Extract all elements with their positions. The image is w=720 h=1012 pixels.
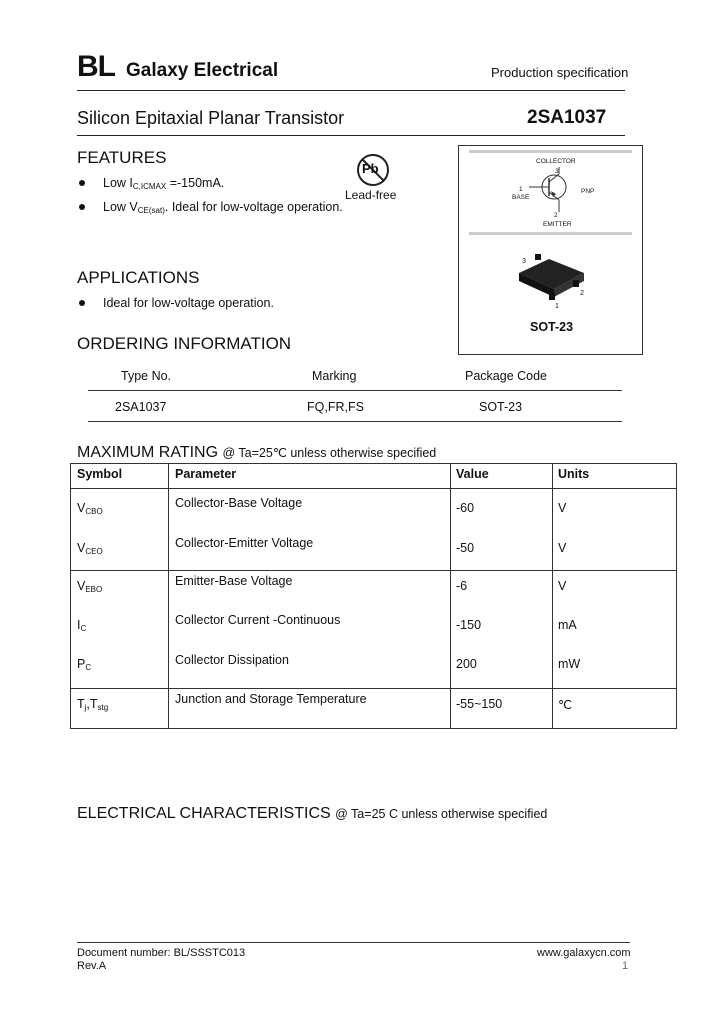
sot-pin-3: 3 [522, 258, 526, 265]
table-row-value: -6 [456, 579, 468, 593]
feature-item-2: Low $V_{CE(sat)}$. Ideal for low-voltage operation. [103, 200, 343, 215]
package-name: SOT-23 [530, 320, 574, 334]
table-row-parameter: Junction and Storage Temperature [175, 692, 367, 706]
feature-item-1: Low $I_{C,ICMAX} =-150mA$. [103, 176, 225, 191]
pin-collector-number: 3 [555, 168, 559, 175]
ordering-marking-value: FQ,FR,FS [307, 400, 364, 414]
applications-heading: APPLICATIONS [77, 268, 200, 287]
revision: Rev.A [77, 960, 107, 972]
table-row-parameter: Collector Dissipation [175, 653, 289, 667]
table-row-unit: V [558, 579, 567, 593]
pin-base-number: 1 [519, 186, 523, 193]
table-col-divider [168, 463, 169, 729]
table-row-symbol: $V_{CEO}$ [77, 541, 103, 556]
box-mid-rule [469, 232, 632, 235]
table-top-border [70, 463, 677, 464]
features-heading: FEATURES [77, 148, 167, 167]
table-row-unit: V [558, 541, 567, 555]
ordering-header-rule [88, 390, 622, 391]
base-label: BASE [512, 194, 530, 201]
table-row-symbol: $V_{CBO}$ [77, 501, 103, 516]
bullet-icon [79, 204, 85, 210]
table-row-symbol: $T_j,T_{stg}$ [77, 697, 109, 712]
pin-emitter-number: 2 [554, 212, 558, 219]
ordering-header-type: Type No. [121, 369, 172, 383]
table-row-unit: mW [558, 657, 581, 671]
table-row-unit: ℃ [558, 698, 573, 712]
table-row-symbol: $P_C$ [77, 657, 92, 672]
header-divider [77, 90, 625, 91]
table-bottom-border [70, 728, 677, 729]
brand-name: Galaxy Electrical [126, 60, 279, 81]
table-row-symbol: $V_{EBO}$ [77, 579, 103, 594]
emitter-label: EMITTER [543, 221, 572, 228]
table-row-value: 200 [456, 657, 477, 671]
table-row-value: -150 [456, 618, 482, 632]
col-header-value: Value [456, 467, 489, 481]
electrical-heading: ELECTRICAL CHARACTERISTICS @ Ta=25 C unless otherwise specified [77, 805, 548, 822]
table-row-symbol: $I_C$ [77, 618, 87, 633]
ordering-bottom-rule [88, 421, 622, 422]
part-number: 2SA1037 [527, 107, 607, 128]
title-divider [77, 135, 625, 136]
ordering-heading: ORDERING INFORMATION [77, 334, 292, 353]
lead-free-symbol: Pb [362, 161, 379, 176]
ordering-type-value: 2SA1037 [115, 400, 167, 414]
sot-pin-1: 1 [555, 303, 559, 310]
table-group-rule [70, 570, 677, 571]
ordering-header-marking: Marking [312, 369, 357, 383]
table-left-border [70, 463, 71, 729]
table-row-parameter: Collector-Base Voltage [175, 496, 303, 510]
bullet-icon [79, 180, 85, 186]
table-row-parameter: Collector-Emitter Voltage [175, 536, 314, 550]
ordering-header-package: Package Code [465, 369, 548, 383]
table-header-rule [70, 488, 677, 489]
table-row-value: -60 [456, 501, 475, 515]
table-row-value: -55~150 [456, 697, 503, 711]
transistor-symbol-icon [459, 154, 642, 244]
footer-divider [77, 942, 630, 943]
package-diagram-box [458, 145, 643, 355]
transistor-type: PNP [581, 188, 595, 195]
table-row-unit: V [558, 501, 567, 515]
col-header-units: Units [558, 467, 590, 481]
table-row-parameter: Emitter-Base Voltage [175, 574, 293, 588]
collector-label: COLLECTOR [536, 158, 576, 165]
brand-logo-bl: BL [77, 50, 115, 83]
max-rating-heading: MAXIMUM RATING @ Ta=25℃ unless otherwise specified [77, 444, 437, 461]
website-link[interactable]: www.galaxycn.com [537, 947, 631, 959]
table-row-unit: mA [558, 618, 577, 632]
col-header-symbol: Symbol [77, 467, 123, 481]
application-item-1: Ideal for low-voltage operation. [103, 296, 274, 310]
page-number: 1 [622, 960, 629, 972]
box-top-rule [469, 150, 632, 153]
table-col-divider [450, 463, 451, 729]
table-row-parameter: Collector Current -Continuous [175, 613, 341, 627]
table-col-divider [552, 463, 553, 729]
table-group-rule [70, 688, 677, 689]
page-subtitle: Silicon Epitaxial Planar Transistor [77, 108, 345, 128]
ordering-package-value: SOT-23 [479, 400, 523, 414]
bullet-icon [79, 300, 85, 306]
spec-type: Production specification [491, 65, 629, 80]
sot-pin-2: 2 [580, 290, 584, 297]
table-row-value: -50 [456, 541, 475, 555]
lead-free-label: Lead-free [345, 188, 397, 202]
table-right-border [676, 463, 677, 729]
document-number: Document number: BL/SSSTC013 [77, 947, 246, 959]
col-header-parameter: Parameter [175, 467, 237, 481]
